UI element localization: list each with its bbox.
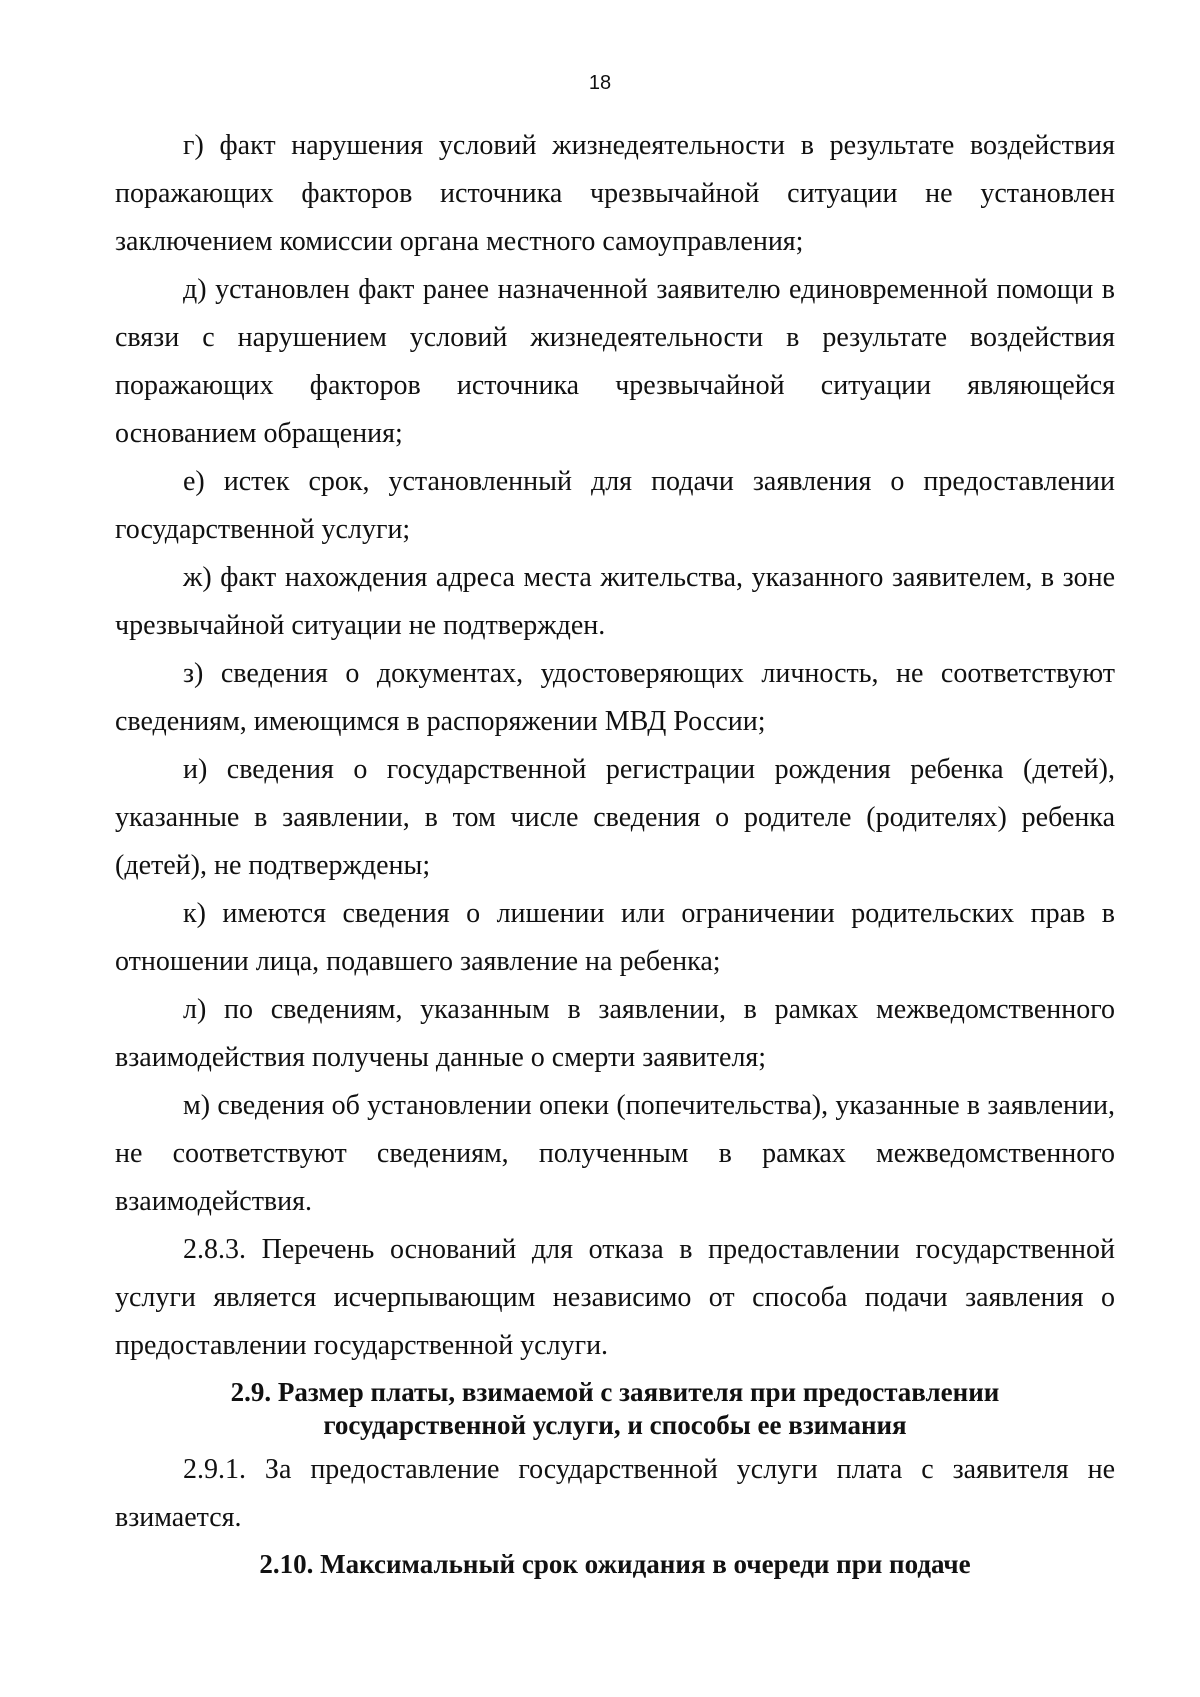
- paragraph-z: з) сведения о документах, удостоверяющих личность, не соответствуют сведениям, имеющимся в распоряжении МВД России;: [115, 658, 1115, 737]
- paragraph-g: г) факт нарушения условий жизнедеятельности в результате воздействия поражающих факторов источника чрезвычайной ситуации не установлен заключением комиссии органа местного самоуправления;: [115, 130, 1115, 257]
- paragraph-l: л) по сведениям, указанным в заявлении, в рамках межведомственного взаимодействия получены данные о смерти заявителя;: [115, 994, 1115, 1073]
- section-2-10-heading-line1: 2.10. Максимальный срок ожидания в очереди при подаче: [259, 1549, 971, 1579]
- paragraph-i: и) сведения о государственной регистрации рождения ребенка (детей), указанные в заявлении, в том числе сведения о родителе (родителях) ребенка (детей), не подтверждены;: [115, 754, 1115, 881]
- paragraph-2-8-3: 2.8.3. Перечень оснований для отказа в предоставлении государственной услуги является исчерпывающим независимо от способа подачи заявления о предоставлении государственной услуги.: [115, 1234, 1115, 1361]
- section-2-9-heading-line1: 2.9. Размер платы, взимаемой с заявителя при предоставлении: [230, 1377, 1000, 1407]
- section-2-9-heading-line2: государственной услуги, и способы ее взимания: [323, 1410, 907, 1440]
- paragraph-2-9-1: 2.9.1. За предоставление государственной услуги плата с заявителя не взимается.: [115, 1454, 1115, 1533]
- document-body: [115, 122, 1115, 1585]
- paragraph-e: е) истек срок, установленный для подачи заявления о предоставлении государственной услуги;: [115, 466, 1115, 545]
- section-2-9-heading: [115, 1376, 1115, 1442]
- paragraph-zh: ж) факт нахождения адреса места жительства, указанного заявителем, в зоне чрезвычайной ситуации не подтвержден.: [115, 562, 1115, 641]
- page-number: 18: [588, 72, 612, 94]
- paragraph-k: к) имеются сведения о лишении или ограничении родительских прав в отношении лица, подавшего заявление на ребенка;: [115, 898, 1115, 977]
- paragraph-m: м) сведения об установлении опеки (попечительства), указанные в заявлении, не соответствуют сведениям, полученным в рамках межведомственного взаимодействия.: [115, 1090, 1115, 1217]
- section-2-10-heading: [115, 1548, 1115, 1581]
- paragraph-d: д) установлен факт ранее назначенной заявителю единовременной помощи в связи с нарушением условий жизнедеятельности в результате воздействия поражающих факторов источника чрезвычайной ситуации являющейся основанием обращения;: [115, 274, 1115, 449]
